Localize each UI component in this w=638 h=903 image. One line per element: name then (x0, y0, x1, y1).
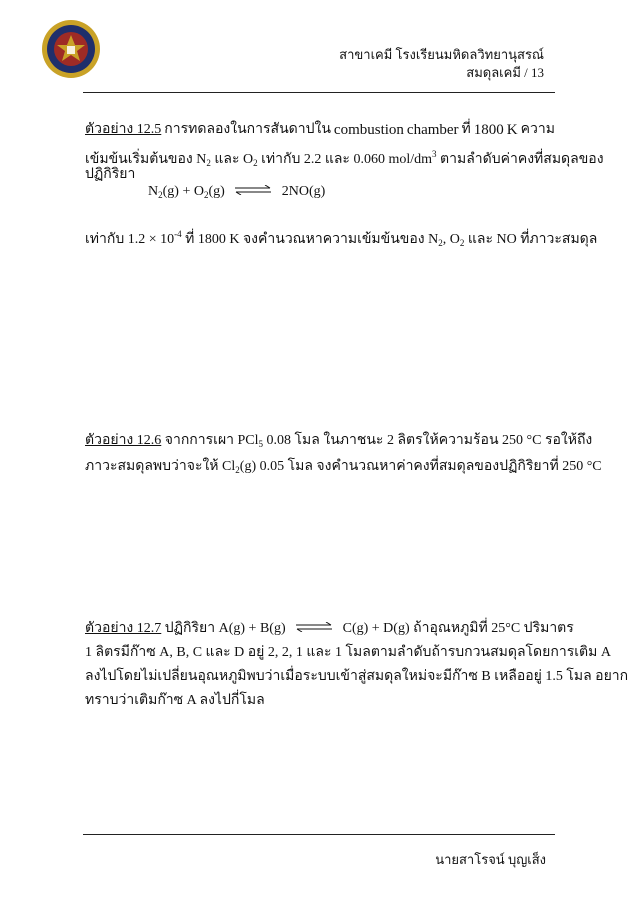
ex126-sub-pcl5: 5 (258, 439, 264, 449)
header-department: สาขาเคมี โรงเรียนมหิดลวิทยานุสรณ์ (339, 47, 544, 62)
ex125-word-4: ที่ (461, 122, 471, 137)
header-topic-page: สมดุลเคมี / 13 (466, 65, 544, 80)
eq-sub-n2: 2 (158, 190, 163, 201)
footer-divider (83, 834, 555, 835)
ex125-l5a: เท่ากับ 1.2 × 10 (85, 232, 175, 247)
header-divider (83, 92, 555, 93)
school-logo-icon (40, 18, 102, 80)
eq-o: (g) + O (162, 184, 204, 200)
ex125-sub-o2b: 2 (459, 238, 465, 248)
ex126-l1a: จากการเผา PCl (161, 433, 259, 448)
ex125-sub-o2: 2 (253, 158, 258, 168)
eq-n: N (148, 184, 159, 200)
eq-right: 2NO(g) (281, 184, 326, 200)
equilibrium-arrow-icon (234, 184, 272, 200)
ex127-label: ตัวอย่าง 12.7 (85, 621, 162, 637)
ex126-l2a: ภาวะสมดุลพบว่าจะให้ Cl (85, 459, 236, 474)
ex127-line-2: 1 ลิตรมีก๊าซ A, B, C และ D อยู่ 2, 2, 1 และ 1 โมลตามลำดับถ้ารบกวนสมดุลโดยการเติม A (85, 645, 611, 660)
ex126-label: ตัวอย่าง 12.6 (85, 433, 162, 448)
ex125-l5d: และ NO ที่ภาวะสมดุล (464, 232, 598, 247)
ex125-equation (148, 184, 325, 200)
ex125-line-5 (85, 225, 598, 252)
ex127-l1b: C(g) + D(g) ถ้าอุณหภูมิที่ 25°C ปริมาตร (342, 621, 574, 637)
ex125-word-3: chamber (406, 122, 459, 138)
ex125-word-2: combustion (333, 122, 404, 138)
ex127-line-1 (85, 620, 574, 638)
ex125-l2d: ตามลำดับค่าคงที่สมดุลของ (436, 152, 604, 167)
ex125-sup-dm3: 3 (432, 149, 437, 159)
ex125-l2a: เข้มข้นเริ่มต้นของ N (85, 152, 207, 167)
eq-g: (g) (208, 184, 225, 200)
ex125-sup-neg4: -4 (174, 229, 182, 239)
ex126-sub-cl2: 2 (235, 465, 240, 475)
ex126-line-2 (85, 458, 602, 479)
ex125-l2b: และ O (210, 152, 254, 167)
ex127-line-3: ลงไปโดยไม่เปลี่ยนอุณหภูมิพบว่าเมื่อระบบเข้าสู่สมดุลใหม่จะมีก๊าซ B เหลืออยู่ 1.5 โมล อยาก (85, 669, 629, 684)
ex125-word-7: ความ (520, 122, 555, 137)
ex125-sub-n2: 2 (206, 158, 211, 168)
ex125-l2c: เท่ากับ 2.2 และ 0.060 mol/dm (257, 152, 433, 167)
ex126-line-1 (85, 432, 593, 453)
ex125-sub-n2b: 2 (438, 238, 443, 248)
ex125-word-5: 1800 (473, 122, 504, 138)
ex127-l1a: ปฏิกิริยา A(g) + B(g) (161, 621, 286, 637)
ex126-l2b: (g) 0.05 โมล จงคำนวณหาค่าคงที่สมดุลของปฏิกิริยาที่ 250 °C (239, 459, 602, 474)
ex125-line-3: ปฏิกิริยา (85, 167, 136, 182)
ex125-word-1: การทดลองในการสันดาปใน (164, 122, 331, 137)
eq-sub-o2: 2 (203, 190, 209, 201)
ex126-l1b: 0.08 โมล ในภาชนะ 2 ลิตรให้ความร้อน 250 °C รอให้ถึง (263, 433, 593, 448)
ex125-l5c: , O (442, 232, 460, 247)
ex125-word-6: K (506, 122, 518, 138)
ex127-line-4: ทราบว่าเติมก๊าซ A ลงไปกี่โมล (85, 693, 265, 708)
ex125-l5b: ที่ 1800 K จงคำนวณหาความเข้มข้นของ N (181, 232, 439, 247)
footer-author: นายสาโรจน์ บุญเส็ง (435, 852, 546, 867)
equilibrium-arrow-icon-2 (295, 620, 333, 638)
ex125-label: ตัวอย่าง 12.5 (85, 122, 162, 137)
ex125-line-1 (85, 121, 555, 139)
